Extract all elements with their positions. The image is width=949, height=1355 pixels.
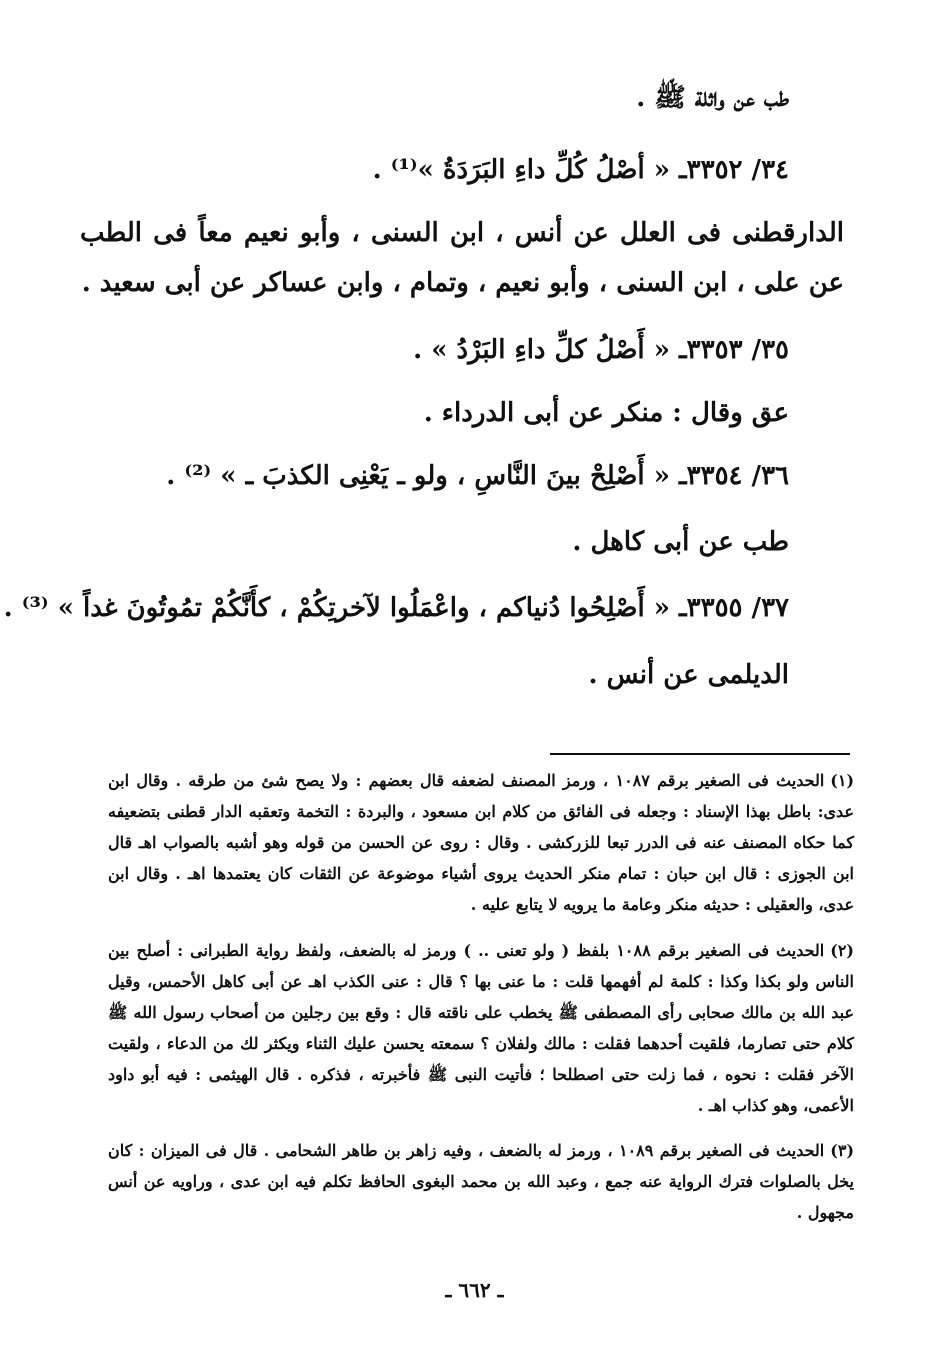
footnote-text: الحديث فى الصغير برقم ١٠٨٧ ، ورمز المصنف لضعفه قال بعضهم : ولا يصح شئ من طرقه . وقال ابن عدى: باطل بهذا الإسناد : وجعله فى الفائق من كلام ابن مسعود ، والبردة : التخمة وتعقبه الدار قطنى بتضعيفه كما حكاه المصنف عنه فى الدرر تبعا للزركشى . وقال : روى عن الحسن من قوله وهو أشبه بالصواب اهـ قال ابن الجوزى : قال ابن حبان : تمام منكر الحديث يروى أشياء موضوعة عن الثقات كان يعتمدها اهـ . وقال ابن عدى، والعقيلى : حديثه منكر وعامة ما يرويه لا يتابع عليه .	[108, 771, 855, 914]
footnote-3	[108, 1135, 854, 1228]
footnote-1	[108, 765, 854, 920]
footnote-text: الحديث فى الصغير برقم ١٠٨٩ ، ورمز له بالضعف ، وفيه زاهر بن طاهر الشحامى . قال فى الميزان : كان يخل بالصلوات فترك الرواية عنه جمع ، وعبد الله بن محمد البغوى الحافظ تكلم فيه ابن عدى ، وراويه عن أنس مجهول .	[108, 1141, 855, 1222]
source-35: عق وقال : منكر عن أبى الدرداء .	[423, 398, 789, 428]
footnote-2	[108, 935, 854, 1121]
page-number: ـ ٦٦٢ ـ	[445, 1278, 504, 1302]
hadith-35: ٣٥/ ٣٣٥٣ـ « أَصْلُ كلِّ داءِ البَرْدُ » .	[413, 335, 789, 365]
footnote-mark: (٣)	[830, 1141, 855, 1160]
source-line-33: طب عن واثلة ﷺ .	[636, 83, 789, 113]
footnote-divider	[550, 753, 850, 755]
hadith-36: ٣٦/ ٣٣٥٤ـ « أَصْلِحْ بينَ النَّاسِ ، ولو ـ يَعْنِى الكذبَ ـ » ⁽²⁾ .	[166, 461, 789, 491]
hadith-37: ٣٧/ ٣٣٥٥ـ « أَصْلِحُوا دُنياكم ، واعْمَلُوا لآخرتِكُمْ ، كأَنَّكُمْ تمُوتُونَ غداً » ⁽³⁾ .	[3, 593, 789, 623]
source-34: الدارقطنى فى العلل عن أنس ، ابن السنى ، وأبو نعيم معاً فى الطب عن على ، ابن السنى ، وأبو نعيم ، وتمام ، وابن عساكر عن أبى سعيد .	[80, 218, 844, 298]
footnote-mark: (٢)	[830, 941, 854, 960]
footnote-mark: (١)	[830, 771, 855, 790]
hadith-34: ٣٤/ ٣٣٥٢ـ « أصْلُ كُلِّ داءِ البَرَدَةُ »⁽¹⁾ .	[372, 155, 789, 185]
source-36: طب عن أبى كاهل .	[572, 527, 789, 557]
footnote-text: الحديث فى الصغير برقم ١٠٨٨ بلفظ ( ولو تعنى .. ) ورمز له بالضعف، ولفظ رواية الطبرانى : أصلح بين الناس ولو بكذا وكذا : كلمة لم أفهمها قلت : ما عنى بها ؟ قال : عنى الكذب اهـ عن أبى كاهل الأحمس، وقيل عبد الله بن مالك صحابى رأى المصطفى ﷺ يخطب على ناقته قال : وقع بين رجلين من أصحاب رسول الله ﷺ كلام حتى تصارما، فلقيت أحدهما فقلت : مالك ولفلان ؟ سمعته يحسن عليك الثناء ويكثر لك من الدعاء ، ولقيت الآخر فقلت : نحوه ، فما زلت حتى اصطلحا ؛ فأتيت النبى ﷺ فأخبرته ، فذكره . قال الهيثمى : فيه أبو داود الأعمى، وهو كذاب اهـ .	[108, 941, 855, 1115]
source-37: الديلمى عن أنس .	[588, 660, 789, 690]
